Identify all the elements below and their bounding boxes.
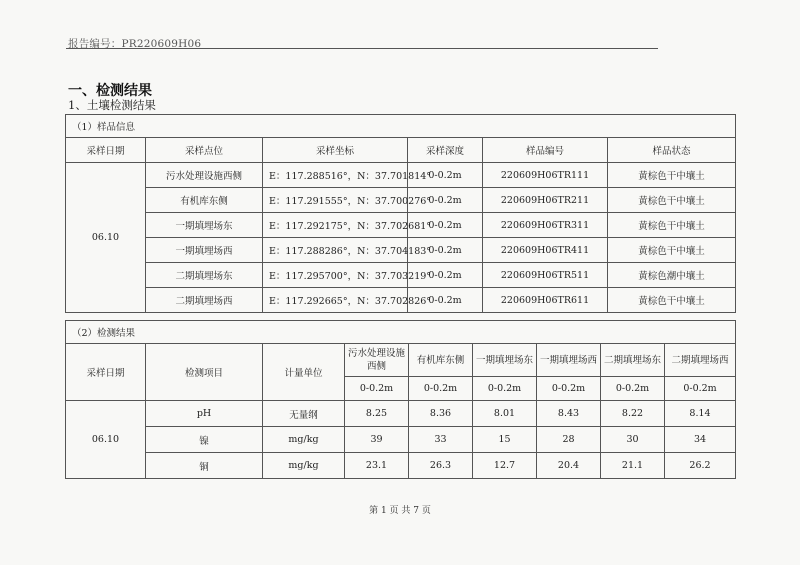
- value-cell: 23.1: [345, 453, 409, 479]
- section-title: 一、检测结果: [68, 83, 152, 99]
- sample-info-table: [65, 114, 736, 313]
- table-row: [66, 401, 736, 427]
- header-cell: 检测项目: [146, 344, 263, 401]
- depth-cell: 0-0.2m: [408, 163, 483, 188]
- header-cell: 采样坐标: [263, 138, 408, 163]
- header-divider: [66, 48, 658, 49]
- table-row: [66, 263, 736, 288]
- header-cell: 计量单位: [263, 344, 345, 401]
- unit-cell: mg/kg: [263, 453, 345, 479]
- sample-date-cell: 06.10: [66, 163, 146, 313]
- header-cell: 采样深度: [408, 138, 483, 163]
- report-number: 报告编号：PR220609H06: [68, 38, 202, 50]
- item-cell: pH: [146, 401, 263, 427]
- results-header-row: [66, 344, 736, 377]
- table-row: [66, 188, 736, 213]
- value-cell: 34: [665, 427, 736, 453]
- table-row: [66, 213, 736, 238]
- table-row: [66, 453, 736, 479]
- value-cell: 12.7: [473, 453, 537, 479]
- section-subtitle: 1、土壤检测结果: [68, 98, 156, 112]
- value-cell: 8.25: [345, 401, 409, 427]
- site-header-cell: 污水处理设施西侧: [345, 344, 409, 377]
- site-header-cell: 二期填埋场东: [601, 344, 665, 377]
- item-cell: 镍: [146, 427, 263, 453]
- table-row: [66, 288, 736, 313]
- value-cell: 39: [345, 427, 409, 453]
- sample-id-cell: 220609H06TR211: [483, 188, 608, 213]
- value-cell: 20.4: [537, 453, 601, 479]
- sample-id-cell: 220609H06TR611: [483, 288, 608, 313]
- value-cell: 33: [409, 427, 473, 453]
- value-cell: 26.3: [409, 453, 473, 479]
- depth-header-cell: 0-0.2m: [473, 377, 537, 401]
- value-cell: 8.14: [665, 401, 736, 427]
- site-header-cell: 一期填埋场东: [473, 344, 537, 377]
- depth-header-cell: 0-0.2m: [601, 377, 665, 401]
- state-cell: 黄棕色干中壤土: [608, 188, 736, 213]
- value-cell: 8.01: [473, 401, 537, 427]
- point-cell: 一期填埋场东: [146, 213, 263, 238]
- page-footer: [0, 503, 800, 516]
- state-cell: 黄棕色干中壤土: [608, 288, 736, 313]
- coords-cell: E：117.292175°，N：37.702681°: [263, 213, 408, 238]
- value-cell: 28: [537, 427, 601, 453]
- table-row: [66, 163, 736, 188]
- depth-cell: 0-0.2m: [408, 288, 483, 313]
- site-header-cell: 二期填埋场西: [665, 344, 736, 377]
- page-number: 第 1 页 共 7 页: [369, 506, 431, 516]
- unit-cell: mg/kg: [263, 427, 345, 453]
- item-cell: 铜: [146, 453, 263, 479]
- depth-cell: 0-0.2m: [408, 213, 483, 238]
- table-row: [66, 238, 736, 263]
- state-cell: 黄棕色干中壤土: [608, 238, 736, 263]
- coords-cell: E：117.295700°，N：37.703219°: [263, 263, 408, 288]
- header-cell: 样品编号: [483, 138, 608, 163]
- point-cell: 二期填埋场西: [146, 288, 263, 313]
- depth-header-cell: 0-0.2m: [409, 377, 473, 401]
- header-cell: 采样日期: [66, 138, 146, 163]
- coords-cell: E：117.291555°，N：37.700276°: [263, 188, 408, 213]
- point-cell: 二期填埋场东: [146, 263, 263, 288]
- site-header-cell: 一期填埋场西: [537, 344, 601, 377]
- unit-cell: 无量纲: [263, 401, 345, 427]
- header-cell: 样品状态: [608, 138, 736, 163]
- value-cell: 26.2: [665, 453, 736, 479]
- coords-cell: E：117.288286°，N：37.704183°: [263, 238, 408, 263]
- sample-id-cell: 220609H06TR311: [483, 213, 608, 238]
- value-cell: 30: [601, 427, 665, 453]
- value-cell: 8.43: [537, 401, 601, 427]
- site-header-cell: 有机库东侧: [409, 344, 473, 377]
- state-cell: 黄棕色干中壤土: [608, 163, 736, 188]
- value-cell: 8.36: [409, 401, 473, 427]
- value-cell: 15: [473, 427, 537, 453]
- header-cell: 采样点位: [146, 138, 263, 163]
- depth-header-cell: 0-0.2m: [665, 377, 736, 401]
- depth-cell: 0-0.2m: [408, 238, 483, 263]
- point-cell: 一期填埋场西: [146, 238, 263, 263]
- results-caption: （2）检测结果: [66, 321, 736, 344]
- point-cell: 污水处理设施西侧: [146, 163, 263, 188]
- state-cell: 黄棕色干中壤土: [608, 213, 736, 238]
- coords-cell: E：117.288516°，N：37.701814°: [263, 163, 408, 188]
- coords-cell: E：117.292665°，N：37.702826°: [263, 288, 408, 313]
- sample-id-cell: 220609H06TR411: [483, 238, 608, 263]
- sample-info-caption: （1）样品信息: [66, 115, 736, 138]
- sample-id-cell: 220609H06TR111: [483, 163, 608, 188]
- table-row: [66, 427, 736, 453]
- header-cell: 采样日期: [66, 344, 146, 401]
- value-cell: 21.1: [601, 453, 665, 479]
- depth-cell: 0-0.2m: [408, 188, 483, 213]
- depth-header-cell: 0-0.2m: [345, 377, 409, 401]
- depth-header-cell: 0-0.2m: [537, 377, 601, 401]
- sample-id-cell: 220609H06TR511: [483, 263, 608, 288]
- result-date-cell: 06.10: [66, 401, 146, 479]
- depth-cell: 0-0.2m: [408, 263, 483, 288]
- value-cell: 8.22: [601, 401, 665, 427]
- point-cell: 有机库东侧: [146, 188, 263, 213]
- state-cell: 黄棕色潮中壤土: [608, 263, 736, 288]
- sample-info-header-row: [66, 138, 736, 163]
- results-table: [65, 320, 736, 479]
